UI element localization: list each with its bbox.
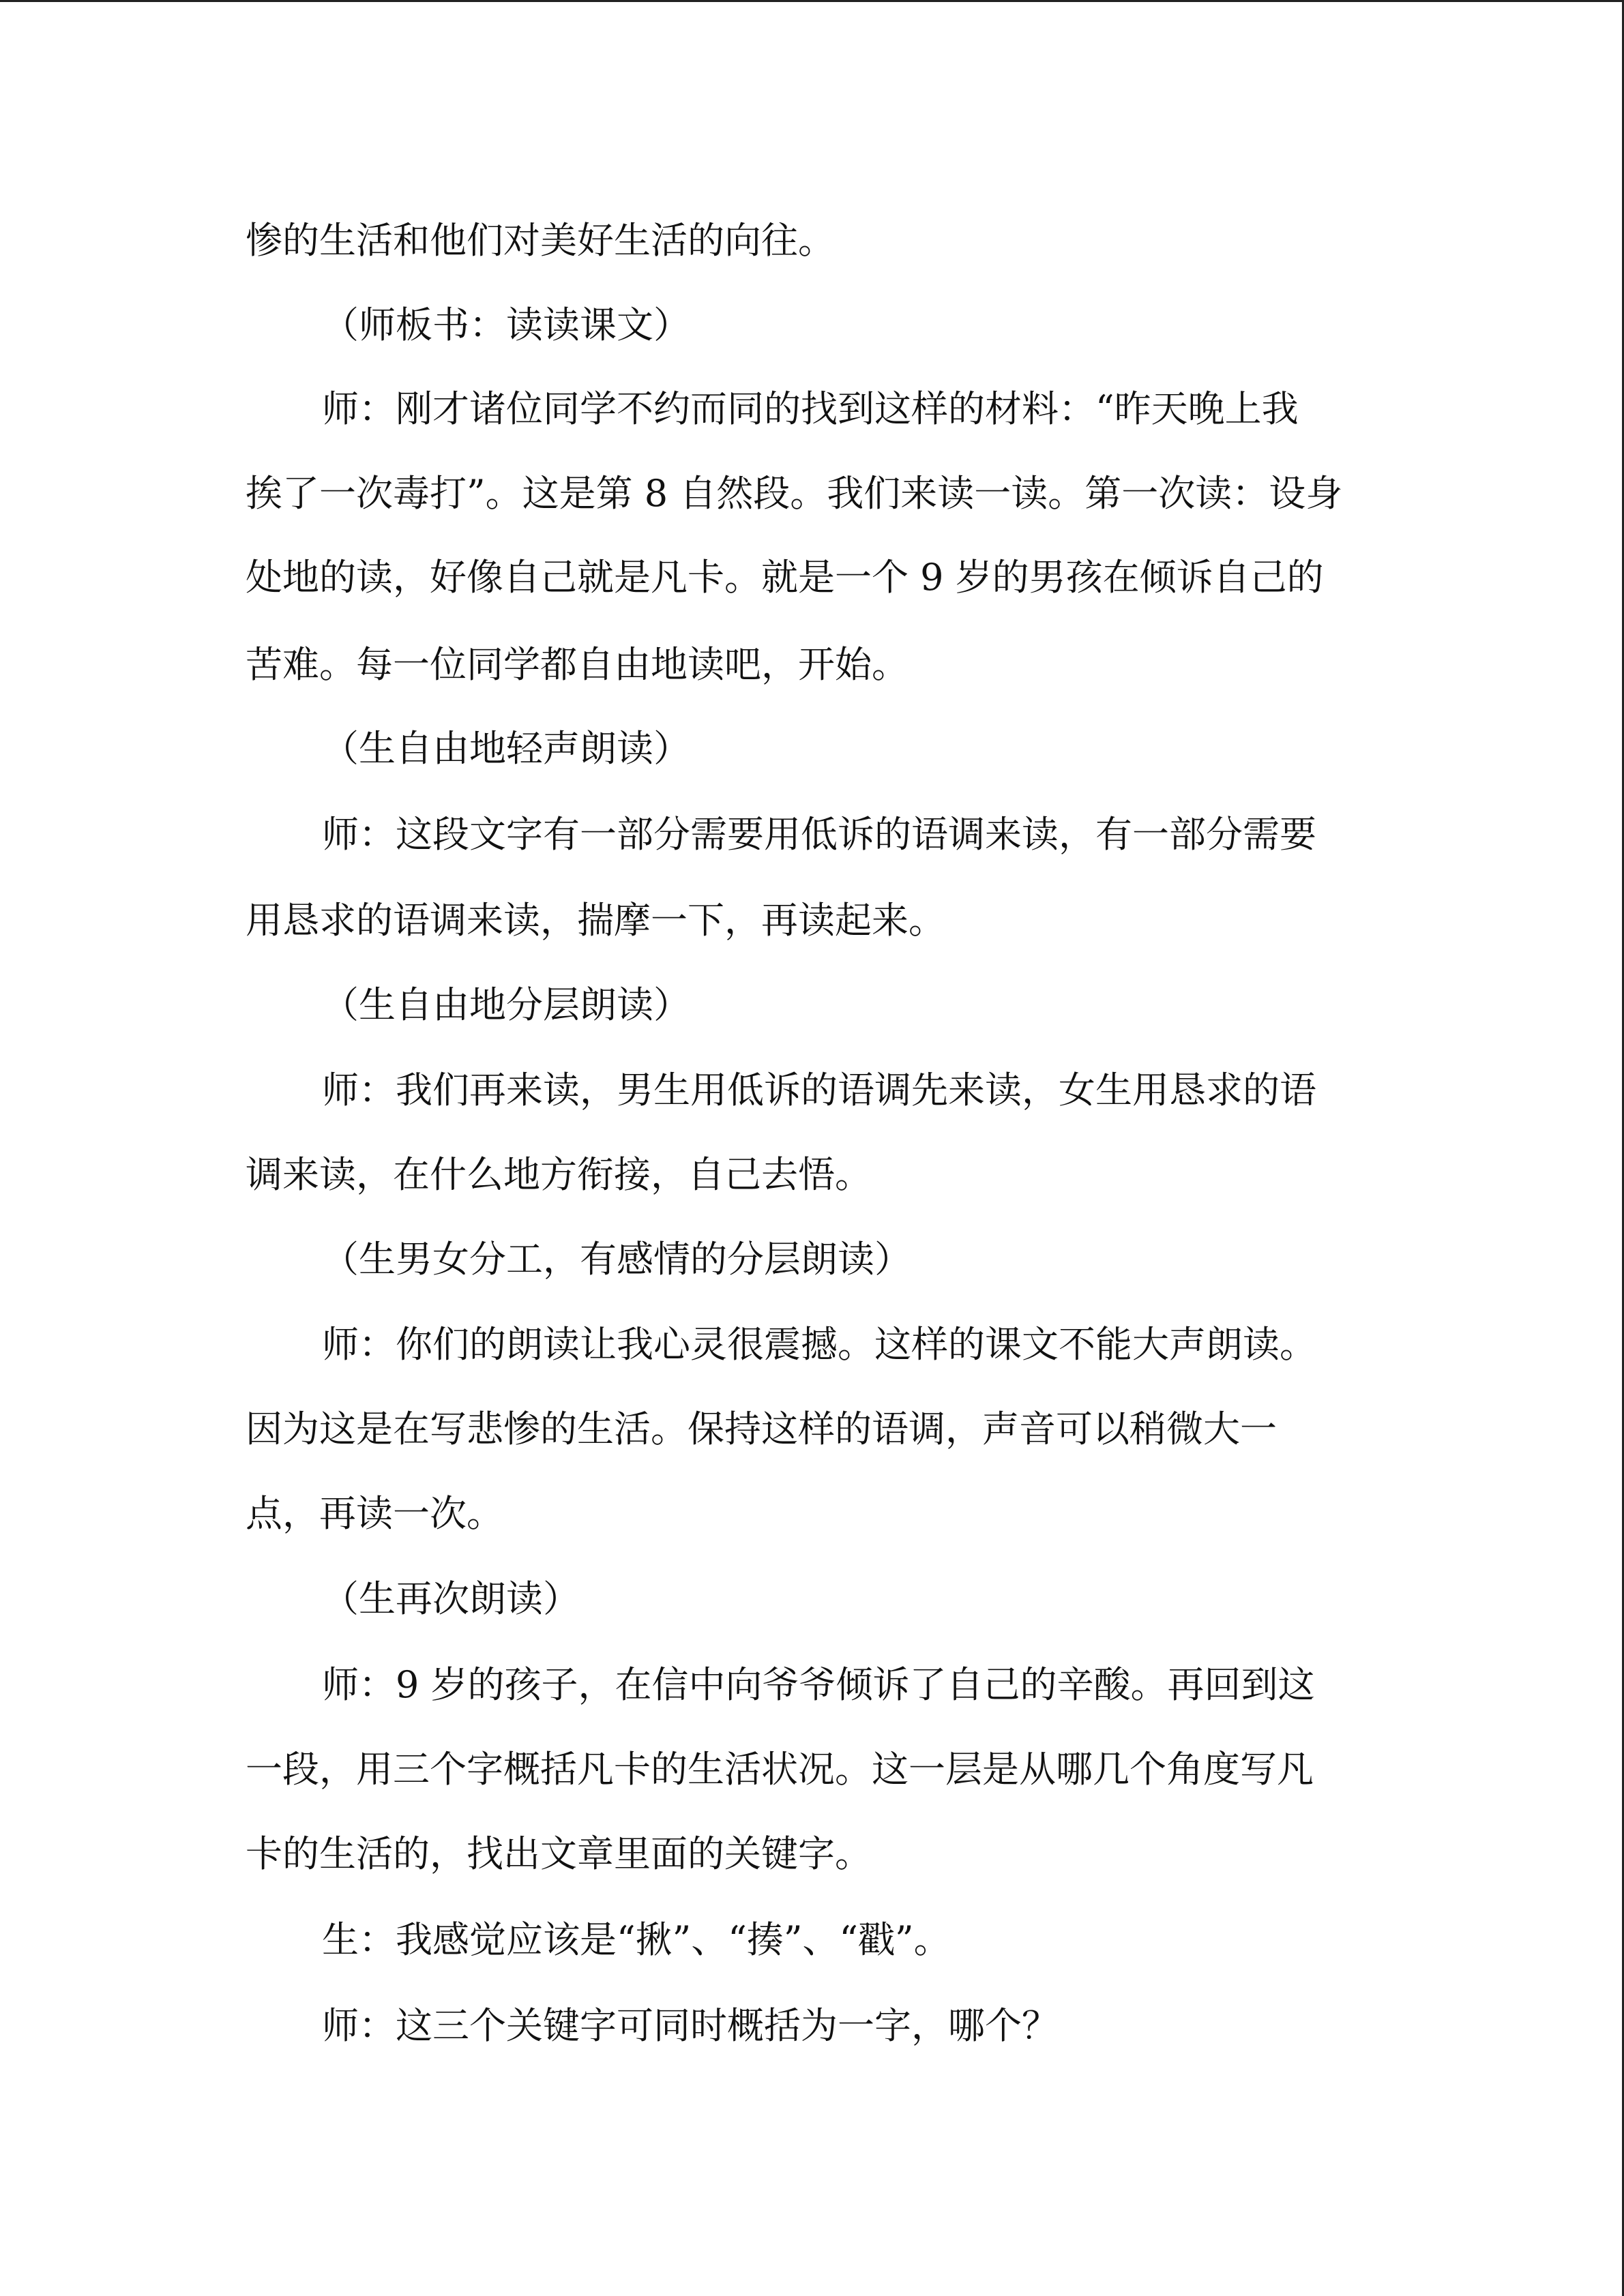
text-line-continuation: 惨的生活和他们对美好生活的向往。 [246, 219, 835, 262]
student-response: 生：我感觉应该是“揪”、“揍”、“戳”。 [322, 1918, 951, 1961]
paragraph-first-line: 师：刚才诸位同学不约而同的找到这样的材料：“昨天晚上我 [322, 387, 1299, 430]
stage-direction: （师板书：读读课文） [322, 303, 690, 346]
paragraph-line: 用恳求的语调来读，揣摩一下，再读起来。 [246, 899, 945, 942]
paragraph-first-line: 师：你们的朗读让我心灵很震撼。这样的课文不能大声朗读。 [322, 1323, 1316, 1366]
paragraph-line: 卡的生活的，找出文章里面的关键字。 [246, 1832, 872, 1875]
paragraph-line: 点，再读一次。 [246, 1492, 503, 1535]
paragraph-first-line: 师：这段文字有一部分需要用低诉的语调来读，有一部分需要 [322, 813, 1316, 856]
paragraph-line: 苦难。每一位同学都自由地读吧，开始。 [246, 643, 909, 686]
stage-direction: （生自由地分层朗读） [322, 983, 690, 1026]
paragraph-line: 处地的读，好像自己就是凡卡。就是一个 9 岁的男孩在倾诉自己的 [246, 556, 1324, 599]
stage-direction: （生自由地轻声朗读） [322, 727, 690, 770]
stage-direction: （生再次朗读） [322, 1577, 580, 1620]
paragraph-line: 因为这是在写悲惨的生活。保持这样的语调，声音可以稍微大一 [246, 1407, 1277, 1450]
paragraph-line: 一段，用三个字概括凡卡的生活状况。这一层是从哪几个角度写凡 [246, 1748, 1314, 1791]
paragraph-line: 调来读，在什么地方衔接，自己去悟。 [246, 1153, 872, 1196]
page-top-border [0, 0, 1624, 2]
paragraph-first-line: 师：我们再来读，男生用低诉的语调先来读，女生用恳求的语 [322, 1069, 1316, 1112]
paragraph-first-line: 师：9 岁的孩子，在信中向爷爷倾诉了自己的辛酸。再回到这 [322, 1663, 1315, 1706]
stage-direction: （生男女分工，有感情的分层朗读） [322, 1238, 911, 1281]
paragraph-first-line: 师：这三个关键字可同时概括为一字，哪个？ [322, 2004, 1059, 2047]
paragraph-line: 挨了一次毒打”。这是第 8 自然段。我们来读一读。第一次读：设身 [246, 472, 1343, 515]
